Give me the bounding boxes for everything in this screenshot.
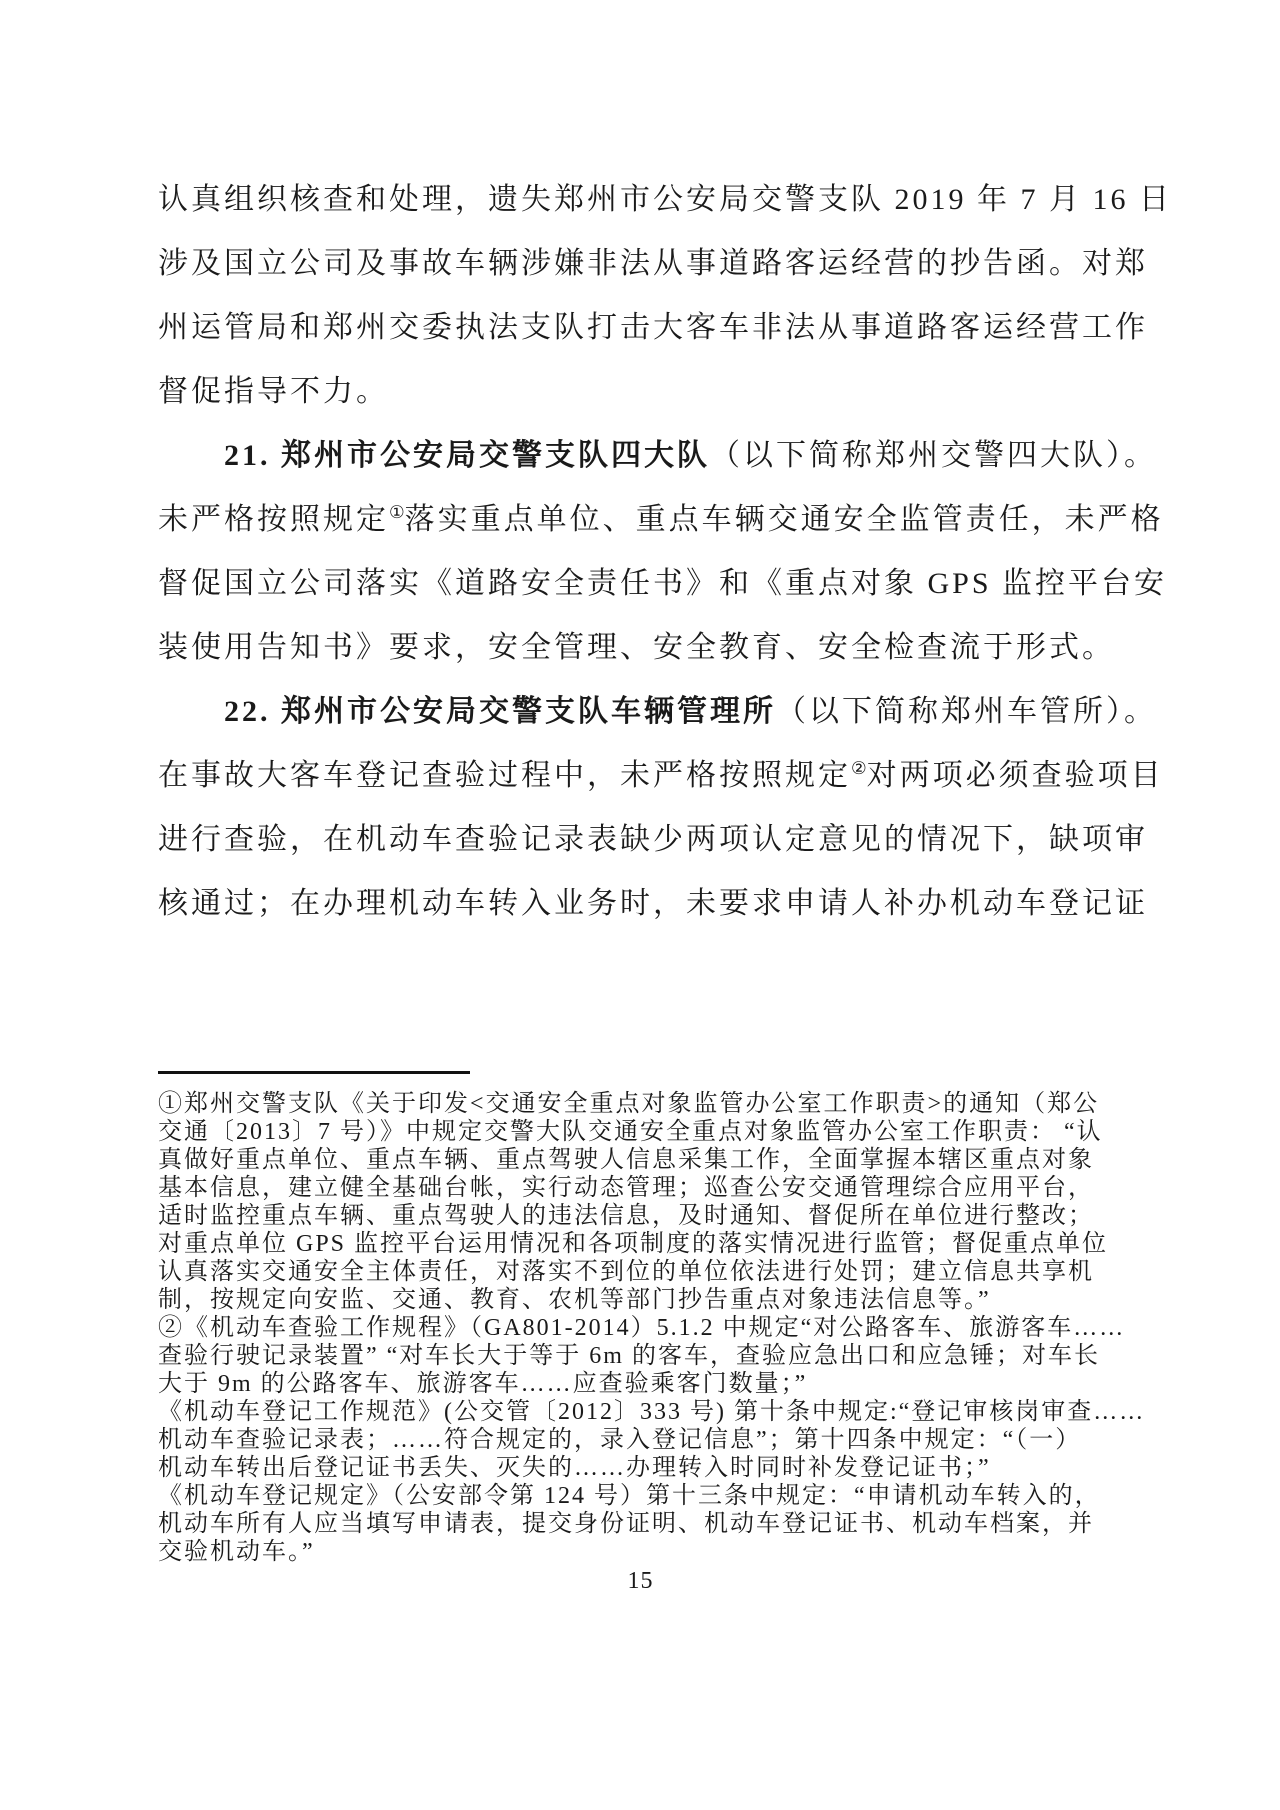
text-segment [158, 439, 224, 472]
text-segment: 落实重点单位、重点车辆交通安全监管责任，未严格 [404, 503, 1164, 536]
text-segment: 查验行驶记录装置” “对车长大于等于 6m 的客车，查验应急出口和应急锤；对车长 [158, 1343, 1100, 1369]
text-segment: ②《机动车查验工作规程》（GA801-2014）5.1.2 中规定“对公路客车、旅游客车…… [158, 1315, 1126, 1341]
text-line [158, 1370, 1133, 1398]
footnotes-block [158, 1090, 1146, 1566]
text-line [158, 1314, 1133, 1342]
text-line [158, 1090, 1133, 1118]
text-line [158, 808, 1148, 872]
text-line [158, 1230, 1133, 1258]
page-number: 15 [627, 1568, 654, 1594]
text-segment: 对两项必须查验项目 [866, 759, 1164, 792]
text-segment: 《机动车登记工作规范》(公交管〔2012〕333 号) 第十条中规定:“登记审核岗审查…… [158, 1399, 1146, 1425]
text-line [158, 168, 1172, 232]
text-line [158, 552, 1168, 616]
text-line [158, 1398, 1146, 1426]
text-line [158, 1510, 1133, 1538]
text-segment: 进行查验，在机动车查验记录表缺少两项认定意见的情况下，缺项审 [158, 823, 1148, 856]
text-segment: 基本信息，建立健全基础台帐，实行动态管理；巡查公安交通管理综合应用平台， [158, 1175, 1094, 1201]
text-segment: 认真组织核查和处理，遗失郑州市公安局交警支队 2019 年 7 月 16 日 [158, 183, 1172, 216]
text-line [158, 1426, 1133, 1454]
text-segment: 核通过；在办理机动车转入业务时，未要求申请人补办机动车登记证 [158, 887, 1148, 920]
text-line [158, 1286, 1133, 1314]
text-line [158, 1258, 1133, 1286]
text-line [158, 616, 1128, 680]
text-line [158, 1118, 1133, 1146]
text-segment: （以下简称郑州交警四大队）。 [710, 439, 1157, 472]
text-segment: 州运管局和郑州交委执法支队打击大客车非法从事道路客运经营工作 [158, 311, 1148, 344]
text-segment: 交验机动车。” [158, 1539, 315, 1565]
text-line [158, 744, 1164, 808]
text-line [158, 424, 1157, 488]
text-line [158, 488, 1164, 552]
text-segment: 21. 郑州市公安局交警支队四大队 [224, 439, 710, 472]
text-segment [158, 695, 224, 728]
text-segment: 制，按规定向安监、交通、教育、农机等部门抄告重点对象违法信息等。” [158, 1287, 991, 1313]
text-segment: 涉及国立公司及事故车辆涉嫌非法从事道路客运经营的抄告函。对郑 [158, 247, 1148, 280]
text-line [158, 296, 1148, 360]
text-segment: 真做好重点单位、重点车辆、重点驾驶人信息采集工作，全面掌握本辖区重点对象 [158, 1147, 1094, 1173]
text-segment: 交通〔2013〕7 号）》中规定交警大队交通安全重点对象监管办公室工作职责： “认 [158, 1119, 1103, 1145]
text-line [158, 1146, 1133, 1174]
text-segment: 22. 郑州市公安局交警支队车辆管理所 [224, 695, 776, 728]
text-segment: 机动车转出后登记证书丢失、灭失的……办理转入时同时补发登记证书；” [158, 1455, 991, 1481]
text-segment: 对重点单位 GPS 监控平台运用情况和各项制度的落实情况进行监管；督促重点单位 [158, 1231, 1109, 1257]
text-line [158, 1202, 1133, 1230]
text-segment: 督促指导不力。 [158, 375, 389, 408]
text-line [158, 1538, 1133, 1566]
text-segment: 装使用告知书》要求，安全管理、安全教育、安全检查流于形式。 [158, 631, 1115, 664]
footnote-ref-marker: ① [389, 502, 405, 522]
text-segment: 机动车查验记录表；……符合规定的，录入登记信息”；第十四条中规定：“（一） [158, 1427, 1082, 1453]
footnote-ref-marker: ② [851, 758, 867, 778]
text-line [158, 1174, 1133, 1202]
text-line [158, 232, 1148, 296]
text-segment: （以下简称郑州车管所）。 [776, 695, 1157, 728]
text-segment: 机动车所有人应当填写申请表，提交身份证明、机动车登记证书、机动车档案，并 [158, 1511, 1094, 1537]
text-segment: 认真落实交通安全主体责任，对落实不到位的单位依法进行处罚；建立信息共享机 [158, 1259, 1094, 1285]
text-line [158, 680, 1157, 744]
text-line [158, 872, 1148, 936]
text-line [158, 1482, 1133, 1510]
text-segment: ①郑州交警支队《关于印发<交通安全重点对象监管办公室工作职责>的通知（郑公 [158, 1091, 1100, 1117]
text-line [158, 1342, 1133, 1370]
text-segment: 督促国立公司落实《道路安全责任书》和《重点对象 GPS 监控平台安 [158, 567, 1168, 600]
text-segment: 适时监控重点车辆、重点驾驶人的违法信息，及时通知、督促所在单位进行整改； [158, 1203, 1094, 1229]
text-segment: 在事故大客车登记查验过程中，未严格按照规定 [158, 759, 851, 792]
text-segment: 未严格按照规定 [158, 503, 389, 536]
footnote-separator [158, 1071, 470, 1074]
text-line [158, 360, 1128, 424]
text-line [158, 1454, 1133, 1482]
body-text-block [158, 168, 1172, 936]
text-segment: 大于 9m 的公路客车、旅游客车……应查验乘客门数量；” [158, 1371, 808, 1397]
text-segment: 《机动车登记规定》（公安部令第 124 号）第十三条中规定：“申请机动车转入的， [158, 1483, 1101, 1509]
